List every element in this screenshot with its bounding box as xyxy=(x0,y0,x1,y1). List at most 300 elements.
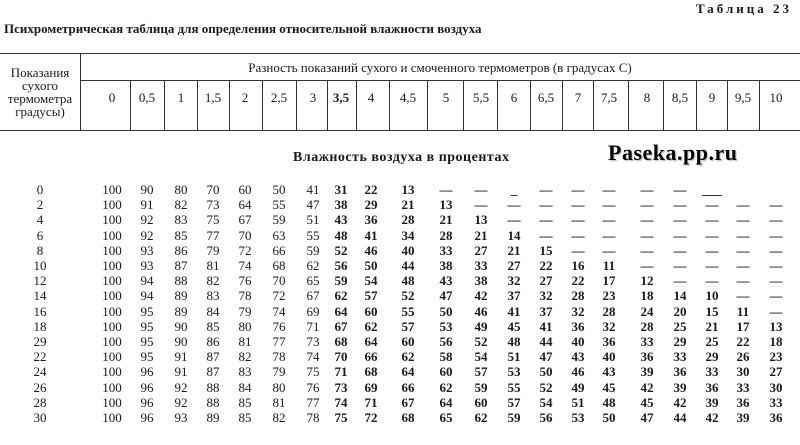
watermark-logo: Paseka.pp.ru xyxy=(608,140,738,165)
humidity-cell: 42 xyxy=(705,410,719,425)
temp-column-header xyxy=(0,66,80,118)
humidity-cell: 53 xyxy=(439,318,453,334)
humidity-cell: 85 xyxy=(238,410,252,425)
difference-header-title: Разность показаний сухого и смоченного термометров (в градусах С) xyxy=(248,60,632,75)
column-divider-1 xyxy=(164,80,165,130)
humidity-cell: 88 xyxy=(206,394,220,410)
humidity-cell: 77 xyxy=(206,227,220,243)
humidity-cell: 96 xyxy=(140,379,154,395)
humidity-cell: — xyxy=(673,273,687,289)
humidity-cell: 62 xyxy=(401,349,415,365)
humidity-cell: 40 xyxy=(602,349,616,365)
humidity-cell: 90 xyxy=(174,318,188,334)
humidity-cell: 17 xyxy=(736,318,750,334)
humidity-cell: 69 xyxy=(364,379,378,395)
humidity-cell: — xyxy=(571,227,585,243)
column-divider-0 xyxy=(130,80,131,130)
temperature-cell: 22 xyxy=(33,349,47,365)
humidity-cell: 92 xyxy=(140,212,154,228)
table-row xyxy=(0,258,800,273)
humidity-cell: 58 xyxy=(439,349,453,365)
humidity-cell: 60 xyxy=(474,394,488,410)
humidity-cell: — xyxy=(474,182,488,197)
humidity-cell: 71 xyxy=(364,394,378,410)
humidity-cell: 13 xyxy=(401,182,415,197)
humidity-cell: 100 xyxy=(102,303,122,319)
humidity-cell: — xyxy=(769,227,783,243)
humidity-cell: 68 xyxy=(401,410,415,425)
humidity-cell: — xyxy=(736,273,750,289)
humidity-cell: 33 xyxy=(705,364,719,380)
column-divider-15 xyxy=(628,80,629,130)
humidity-cell: 95 xyxy=(140,303,154,319)
column-divider-12 xyxy=(530,80,531,130)
humidity-cell: 27 xyxy=(539,273,553,289)
humidity-cell: 89 xyxy=(174,288,188,304)
humidity-cell: 82 xyxy=(238,349,252,365)
column-divider-11 xyxy=(497,80,498,130)
humidity-cell: 41 xyxy=(306,182,320,197)
humidity-cell: 11 xyxy=(602,258,616,273)
humidity-cell: 52 xyxy=(539,379,553,395)
humidity-cell: 89 xyxy=(206,410,220,425)
column-divider-16 xyxy=(663,80,664,130)
humidity-cell: 32 xyxy=(539,288,553,304)
humidity-cell: 90 xyxy=(140,182,154,197)
humidity-cell: 65 xyxy=(439,410,453,425)
humidity-cell: 42 xyxy=(640,379,654,395)
humidity-cell: — xyxy=(769,258,783,273)
temperature-cell: 16 xyxy=(33,303,47,319)
humidity-cell: 27 xyxy=(769,364,783,380)
humidity-cell: 59 xyxy=(272,212,286,228)
humidity-cell: — xyxy=(769,273,783,289)
humidity-cell: 38 xyxy=(474,273,488,289)
table-row xyxy=(0,380,800,395)
humidity-cell: 22 xyxy=(736,334,750,349)
humidity-cell: 64 xyxy=(238,197,252,213)
humidity-cell: 50 xyxy=(439,303,453,319)
humidity-cell: 15 xyxy=(705,303,719,319)
humidity-cell: 32 xyxy=(507,273,521,289)
humidity-cell: — xyxy=(602,227,616,243)
humidity-cell: 42 xyxy=(474,288,488,304)
temp-header-line-2: сухого xyxy=(21,78,59,93)
humidity-cell: 38 xyxy=(334,197,348,213)
humidity-cell: 96 xyxy=(140,394,154,410)
humidity-cell: 54 xyxy=(364,273,378,289)
humidity-cell: — xyxy=(769,197,783,213)
difference-8: 4 xyxy=(367,90,375,105)
humidity-cell: — xyxy=(640,212,654,228)
temperature-cell: 2 xyxy=(36,197,44,213)
humidity-cell: 39 xyxy=(640,364,654,380)
humidity-cell: — xyxy=(507,197,521,213)
humidity-cell: 72 xyxy=(238,242,252,258)
humidity-cell: 55 xyxy=(272,197,286,213)
humidity-cell: 44 xyxy=(401,258,415,273)
humidity-cell: 100 xyxy=(102,212,122,228)
humidity-cell: 13 xyxy=(474,212,488,228)
humidity-cell: 100 xyxy=(102,379,122,395)
humidity-cell: 96 xyxy=(140,364,154,380)
humidity-cell: 87 xyxy=(174,258,188,273)
humidity-cell: 72 xyxy=(364,410,378,425)
header-top-rule xyxy=(0,53,800,54)
humidity-cell: 76 xyxy=(272,318,286,334)
humidity-cell: 81 xyxy=(272,394,286,410)
humidity-cell: 20 xyxy=(673,303,687,319)
humidity-cell: 92 xyxy=(140,227,154,243)
humidity-cell: 60 xyxy=(401,334,415,349)
humidity-cell: 54 xyxy=(474,349,488,365)
humidity-cell: 100 xyxy=(102,227,122,243)
humidity-cell: 34 xyxy=(401,227,415,243)
humidity-cell: 45 xyxy=(640,394,654,410)
humidity-cell: 46 xyxy=(571,364,585,380)
humidity-cell: 41 xyxy=(539,318,553,334)
difference-19: 9,5 xyxy=(734,90,752,105)
table-row xyxy=(0,243,800,258)
humidity-cell: 81 xyxy=(206,258,220,273)
column-divider-7 xyxy=(356,80,357,130)
humidity-cell: 42 xyxy=(673,394,687,410)
humidity-cell: — xyxy=(539,197,553,213)
humidity-cell: 28 xyxy=(571,288,585,304)
humidity-cell: 55 xyxy=(306,227,320,243)
humidity-cell: 73 xyxy=(306,334,320,349)
humidity-cell: 66 xyxy=(401,379,415,395)
humidity-cell: 22 xyxy=(364,182,378,197)
humidity-cell: 55 xyxy=(401,303,415,319)
column-divider-13 xyxy=(562,80,563,130)
humidity-cell: 79 xyxy=(206,242,220,258)
humidity-cell: 67 xyxy=(238,212,252,228)
humidity-cell: 85 xyxy=(174,227,188,243)
humidity-cell: 27 xyxy=(474,242,488,258)
humidity-cell: 78 xyxy=(272,349,286,365)
humidity-cell: 93 xyxy=(174,410,188,425)
humidity-cell: 21 xyxy=(507,242,521,258)
humidity-cell: 67 xyxy=(334,318,348,334)
humidity-cell: 50 xyxy=(602,410,616,425)
header-bottom-rule xyxy=(0,130,800,131)
humidity-cell: — xyxy=(539,182,553,197)
humidity-cell: 78 xyxy=(306,410,320,425)
temperature-cell: 0 xyxy=(36,182,44,197)
humidity-cell: 62 xyxy=(334,288,348,304)
humidity-cell: — xyxy=(705,258,719,273)
humidity-cell: 57 xyxy=(364,288,378,304)
column-divider-10 xyxy=(463,80,464,130)
humidity-cell: 21 xyxy=(705,318,719,334)
humidity-cell: 13 xyxy=(439,197,453,213)
table-row xyxy=(0,364,800,379)
difference-6: 3 xyxy=(309,90,317,105)
humidity-cell: 47 xyxy=(539,349,553,365)
humidity-cell: 76 xyxy=(306,379,320,395)
humidity-cell: 48 xyxy=(507,334,521,349)
humidity-cell: 47 xyxy=(640,410,654,425)
humidity-cell: 73 xyxy=(206,197,220,213)
humidity-cell: 29 xyxy=(705,349,719,365)
humidity-cell: 14 xyxy=(673,288,687,304)
humidity-cell: 69 xyxy=(306,303,320,319)
humidity-cell: 60 xyxy=(238,182,252,197)
temperature-cell: 10 xyxy=(33,258,47,273)
difference-11: 5,5 xyxy=(472,90,490,105)
humidity-cell: 41 xyxy=(364,227,378,243)
temperature-cell: 26 xyxy=(33,379,47,395)
humidity-cell: 100 xyxy=(102,318,122,334)
humidity-cell: 75 xyxy=(334,410,348,425)
humidity-cell: 63 xyxy=(272,227,286,243)
humidity-cell: 56 xyxy=(539,410,553,425)
diff-title-rule xyxy=(80,80,800,81)
table-row xyxy=(0,228,800,243)
temperature-cell: 18 xyxy=(33,318,47,334)
difference-10: 5 xyxy=(442,90,450,105)
humidity-cell: 91 xyxy=(174,364,188,380)
humidity-cell: 77 xyxy=(306,394,320,410)
humidity-cell: 25 xyxy=(705,334,719,349)
humidity-cell: 59 xyxy=(306,242,320,258)
humidity-cell: 86 xyxy=(206,334,220,349)
humidity-cell: 54 xyxy=(539,394,553,410)
column-divider-2 xyxy=(197,80,198,130)
humidity-cell: 82 xyxy=(174,197,188,213)
humidity-cell: 92 xyxy=(174,379,188,395)
humidity-cell: 39 xyxy=(705,394,719,410)
humidity-cell: — xyxy=(673,258,687,273)
humidity-cell: 15 xyxy=(539,242,553,258)
column-divider-3 xyxy=(229,80,230,130)
humidity-cell: 33 xyxy=(769,394,783,410)
difference-0: 0 xyxy=(108,90,116,105)
column-divider-8 xyxy=(389,80,390,130)
humidity-cell: — xyxy=(640,258,654,273)
humidity-cell: 62 xyxy=(306,258,320,273)
humidity-cell: 100 xyxy=(102,182,122,197)
humidity-cell: 95 xyxy=(140,318,154,334)
humidity-cell: 71 xyxy=(334,364,348,380)
humidity-cell: 100 xyxy=(102,258,122,273)
humidity-cell: 32 xyxy=(571,303,585,319)
humidity-cell: 40 xyxy=(571,334,585,349)
humidity-cell: 95 xyxy=(140,334,154,349)
humidity-cell: — xyxy=(673,182,687,197)
humidity-cell: 13 xyxy=(769,318,783,334)
humidity-cell: 47 xyxy=(306,197,320,213)
humidity-cell: 28 xyxy=(640,318,654,334)
column-divider-18 xyxy=(727,80,728,130)
humidity-cell: 85 xyxy=(238,394,252,410)
humidity-cell: 30 xyxy=(736,364,750,380)
humidity-cell: 71 xyxy=(306,318,320,334)
difference-17: 8,5 xyxy=(671,90,689,105)
difference-2: 1 xyxy=(177,90,185,105)
humidity-cell: — xyxy=(602,197,616,213)
humidity-cell: 33 xyxy=(474,258,488,273)
humidity-cell: 67 xyxy=(306,288,320,304)
humidity-cell: — xyxy=(571,212,585,228)
humidity-cell: 52 xyxy=(334,242,348,258)
humidity-cell: 100 xyxy=(102,394,122,410)
humidity-cell: — xyxy=(736,227,750,243)
humidity-cell: 49 xyxy=(474,318,488,334)
humidity-cell: 36 xyxy=(769,410,783,425)
humidity-cell: 52 xyxy=(401,288,415,304)
humidity-cell: 74 xyxy=(272,303,286,319)
humidity-cell: 51 xyxy=(306,212,320,228)
humidity-cell: — xyxy=(571,182,585,197)
humidity-cell: 88 xyxy=(206,379,220,395)
humidity-cell: 26 xyxy=(736,349,750,365)
column-divider-5 xyxy=(296,80,297,130)
humidity-cell: — xyxy=(571,197,585,213)
humidity-cell: 29 xyxy=(364,197,378,213)
humidity-cell: 67 xyxy=(401,394,415,410)
humidity-cell: 88 xyxy=(174,273,188,289)
humidity-cell: 38 xyxy=(439,258,453,273)
humidity-cell: 85 xyxy=(206,318,220,334)
table-row xyxy=(0,395,800,410)
humidity-cell: 33 xyxy=(673,349,687,365)
humidity-cell: 46 xyxy=(364,242,378,258)
humidity-cell: 100 xyxy=(102,334,122,349)
humidity-cell: 47 xyxy=(439,288,453,304)
humidity-cell: — xyxy=(769,288,783,304)
humidity-cell: 70 xyxy=(238,227,252,243)
humidity-cell: 39 xyxy=(673,379,687,395)
humidity-cell: 36 xyxy=(705,379,719,395)
humidity-cell: 53 xyxy=(571,410,585,425)
temperature-cell: 30 xyxy=(33,410,47,425)
humidity-cell: 45 xyxy=(602,379,616,395)
humidity-cell: 39 xyxy=(736,410,750,425)
humidity-cell: 14 xyxy=(507,227,521,243)
humidity-cell: 59 xyxy=(474,379,488,395)
humidity-cell: — xyxy=(474,197,488,213)
temperature-cell: 4 xyxy=(36,212,44,228)
humidity-cell: 57 xyxy=(401,318,415,334)
humidity-cell: 100 xyxy=(102,288,122,304)
humidity-cell: 23 xyxy=(602,288,616,304)
humidity-cell: — xyxy=(571,242,585,258)
humidity-cell: 64 xyxy=(401,364,415,380)
difference-20: 10 xyxy=(769,90,783,105)
humidity-cell: 30 xyxy=(769,379,783,395)
humidity-cell: 27 xyxy=(507,258,521,273)
humidity-cell: 17 xyxy=(602,273,616,289)
humidity-cell: 74 xyxy=(306,349,320,365)
humidity-cell: 55 xyxy=(507,379,521,395)
humidity-cell: 24 xyxy=(640,303,654,319)
humidity-cell: 68 xyxy=(334,334,348,349)
column-divider-19 xyxy=(759,80,760,130)
humidity-cell: 68 xyxy=(272,258,286,273)
humidity-cell: 21 xyxy=(474,227,488,243)
humidity-cell: 36 xyxy=(640,349,654,365)
humidity-cell: 18 xyxy=(769,334,783,349)
humidity-cell: 25 xyxy=(673,318,687,334)
humidity-cell: — xyxy=(673,197,687,213)
humidity-cell: 84 xyxy=(238,379,252,395)
difference-9: 4,5 xyxy=(399,90,417,105)
temp-header-line-4: градусы) xyxy=(15,104,65,119)
difference-12: 6 xyxy=(510,90,518,105)
humidity-cell: — xyxy=(769,303,783,319)
humidity-cell: 50 xyxy=(272,182,286,197)
humidity-cell: 77 xyxy=(272,334,286,349)
humidity-cell: 89 xyxy=(174,303,188,319)
humidity-cell: _ xyxy=(510,182,518,197)
humidity-cell: 53 xyxy=(507,364,521,380)
humidity-cell: ___ xyxy=(702,182,722,197)
table-row xyxy=(0,410,800,425)
table-row xyxy=(0,349,800,364)
humidity-cell: 66 xyxy=(272,242,286,258)
humidity-cell: 22 xyxy=(539,258,553,273)
humidity-cell: 83 xyxy=(238,364,252,380)
humidity-cell: 80 xyxy=(272,379,286,395)
humidity-cell: 50 xyxy=(364,258,378,273)
table-row xyxy=(0,334,800,349)
difference-16: 8 xyxy=(643,90,651,105)
humidity-cell: 91 xyxy=(140,197,154,213)
humidity-cell: 56 xyxy=(439,334,453,349)
humidity-cell: 100 xyxy=(102,273,122,289)
temperature-cell: 29 xyxy=(33,334,47,349)
humidity-cell: 59 xyxy=(507,410,521,425)
humidity-cell: 94 xyxy=(140,288,154,304)
difference-7: 3,5 xyxy=(332,90,350,105)
humidity-cell: — xyxy=(602,212,616,228)
table-row xyxy=(0,182,800,197)
humidity-cell: 50 xyxy=(539,364,553,380)
humidity-cell: — xyxy=(705,227,719,243)
humidity-cell: 51 xyxy=(571,394,585,410)
humidity-cell: 83 xyxy=(174,212,188,228)
humidity-cell: 91 xyxy=(174,349,188,365)
humidity-cell: 36 xyxy=(673,364,687,380)
humidity-cell: — xyxy=(769,212,783,228)
humidity-cell: 79 xyxy=(272,364,286,380)
humidity-cell: — xyxy=(673,212,687,228)
temperature-cell: 12 xyxy=(33,273,47,289)
humidity-cell: 93 xyxy=(140,242,154,258)
humidity-cell: 28 xyxy=(602,303,616,319)
humidity-cell: 57 xyxy=(474,364,488,380)
humidity-cell: 65 xyxy=(306,273,320,289)
table-number: Таблица 23 xyxy=(695,1,792,16)
humidity-cell: 68 xyxy=(364,364,378,380)
humidity-cell: 72 xyxy=(272,288,286,304)
humidity-cell: 73 xyxy=(334,379,348,395)
humidity-cell: 16 xyxy=(571,258,585,273)
humidity-cell: 28 xyxy=(401,212,415,228)
humidity-cell: — xyxy=(705,212,719,228)
humidity-cell: — xyxy=(736,242,750,258)
humidity-cell: 100 xyxy=(102,349,122,365)
table-row xyxy=(0,273,800,288)
humidity-cell: — xyxy=(640,242,654,258)
humidity-cell: 92 xyxy=(174,394,188,410)
humidity-cell: — xyxy=(602,242,616,258)
table-row xyxy=(0,319,800,334)
humidity-cell: 44 xyxy=(539,334,553,349)
humidity-cell: 62 xyxy=(364,318,378,334)
